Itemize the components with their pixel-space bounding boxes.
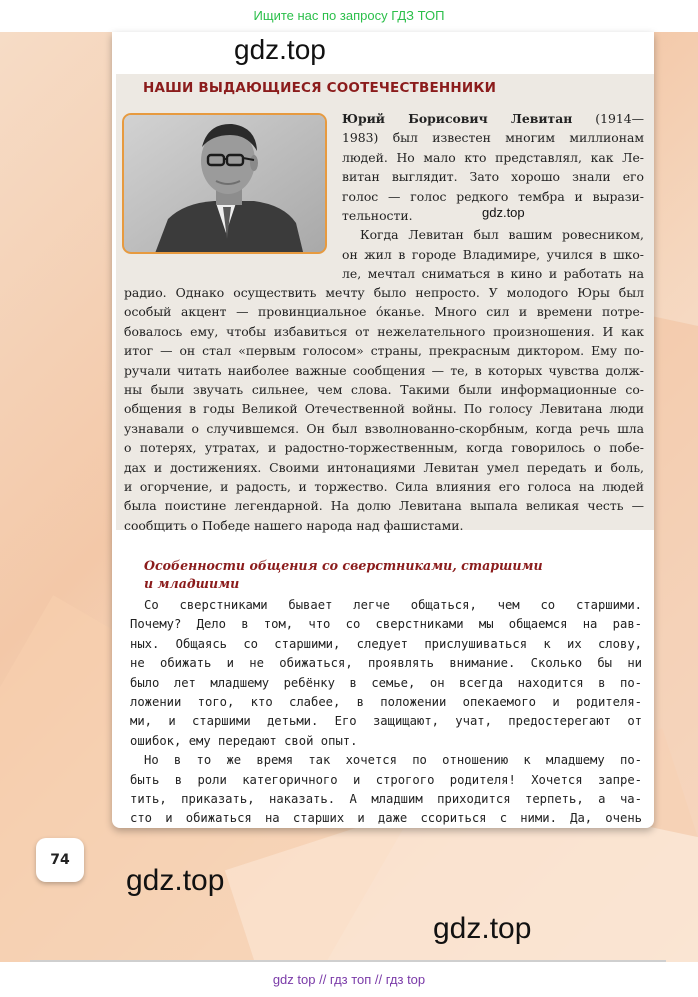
watermark: gdz.top <box>482 205 525 220</box>
portrait-illustration <box>124 115 327 254</box>
page-number: 74 <box>36 838 84 882</box>
bio-right-column <box>342 109 644 284</box>
bio-line: итог — он стал «первым голосом» страны, прекрасным диктором. Ему по- <box>124 343 644 359</box>
bio-line: ны были звучать сильнее, чем слова. Такими были информационные со- <box>124 381 644 397</box>
portrait-photo <box>122 113 327 254</box>
bio-line: радио. Однако осуществить мечту было непросто. У молодого Юры был <box>124 285 644 300</box>
top-banner-text: Ищите нас по запросу ГДЗ ТОП <box>253 8 445 23</box>
main-line: ошибок, ему передают свой опыт. <box>130 733 358 748</box>
bio-line: тельности. <box>342 207 413 223</box>
footer-links[interactable]: gdz top // гдз топ // гдз top <box>272 972 426 987</box>
bio-line: 1983) был известен многим миллионам <box>342 130 644 146</box>
bio-full-width <box>124 283 644 535</box>
bio-line: и огорчение, и радость, и торжество. Сила влияния его голоса на людей <box>124 478 644 494</box>
section-title-line: Особенности общения со сверстниками, старшими <box>144 558 543 573</box>
main-line: ложении того, кто слабее, в положении опекаемого и родителя- <box>130 694 642 709</box>
bio-line: ручали читать наиболее важные сообщения — те, в которых чувства долж- <box>124 362 644 378</box>
bio-line: особый акцент — провинциальное о́канье. Много сил и времени потре- <box>124 304 644 320</box>
bio-name: Юрий Борисович Левитан <box>342 111 573 126</box>
section-title <box>144 557 543 593</box>
bio-line: была поистине легендарной. На долю Левитана выпала великая честь — <box>124 498 644 514</box>
bio-line: узнавали о случившемся. Он был взволнованно-скорбным, когда речь шла <box>124 420 644 436</box>
bio-line: витан выглядит. Зато хорошо знали его <box>342 169 644 185</box>
watermark: gdz.top <box>126 864 225 897</box>
main-line: было лет младшему ребёнку в семье, он всегда находится в по- <box>130 675 642 690</box>
main-line: тить, приказать, наказать. А младшим приходится терпеть, а ча- <box>130 791 642 806</box>
main-line: не обижать и не обижаться, проявлять внимание. Сколько бы ни <box>130 656 642 671</box>
bio-line: он жил в городе Владимире, учился в шко- <box>342 246 644 262</box>
bio-line: Юрий Борисович Левитан (1914— <box>342 111 644 126</box>
main-line: Почему? Дело в том, что со сверстниками мы общаемся на рав- <box>130 617 642 632</box>
bio-line: Когда Левитан был вашим ровесником, <box>360 227 644 243</box>
main-line: ми, и старшими детьми. Его защищают, учат, предостерегают от <box>130 714 642 729</box>
box-title: НАШИ ВЫДАЮЩИЕСЯ СООТЕЧЕСТВЕННИКИ <box>143 80 497 96</box>
main-line: ных. Общаясь со старшими, следует прислушиваться к их слову, <box>130 636 642 651</box>
bio-line: голос — голос редкого тембра и вырази- <box>342 188 644 204</box>
main-line: быть в роли категоричного и строгого родителя! Хочется запре- <box>130 772 642 787</box>
bio-line: бовалось ему, чтобы избавиться от нежелательного произношения. И как <box>124 323 644 339</box>
top-banner <box>0 0 698 32</box>
bio-line: о потерях, утратах, и радостно-торжественным, когда говорилось о побе- <box>124 440 644 456</box>
bio-line: общения в годы Великой Отечественной войны. По голосу Левитана люди <box>124 401 644 417</box>
watermark: gdz.top <box>234 34 326 65</box>
bottom-divider <box>30 960 666 962</box>
section-title-line: и младшими <box>144 576 240 591</box>
bio-line: дах и достижениях. Своими интонациями Левитан умел передать и боль, <box>124 459 644 475</box>
bio-line: ле, мечтал сниматься в кино и работать на <box>342 266 644 282</box>
main-line: сто и обижаться на старших и даже ссориться с ними. Да, очень <box>130 811 642 826</box>
watermark: gdz.top <box>433 912 532 945</box>
main-line: Со сверстниками бывает легче общаться, чем со старшими. <box>144 598 642 612</box>
bio-line: людей. Но мало кто представлял, как Ле- <box>342 149 644 165</box>
bio-line: сообщить о Победе нашего народа над фашистами. <box>124 517 464 533</box>
main-text <box>130 596 642 829</box>
main-line: Но в то же время так хочется по отношению к младшему по- <box>144 753 642 768</box>
